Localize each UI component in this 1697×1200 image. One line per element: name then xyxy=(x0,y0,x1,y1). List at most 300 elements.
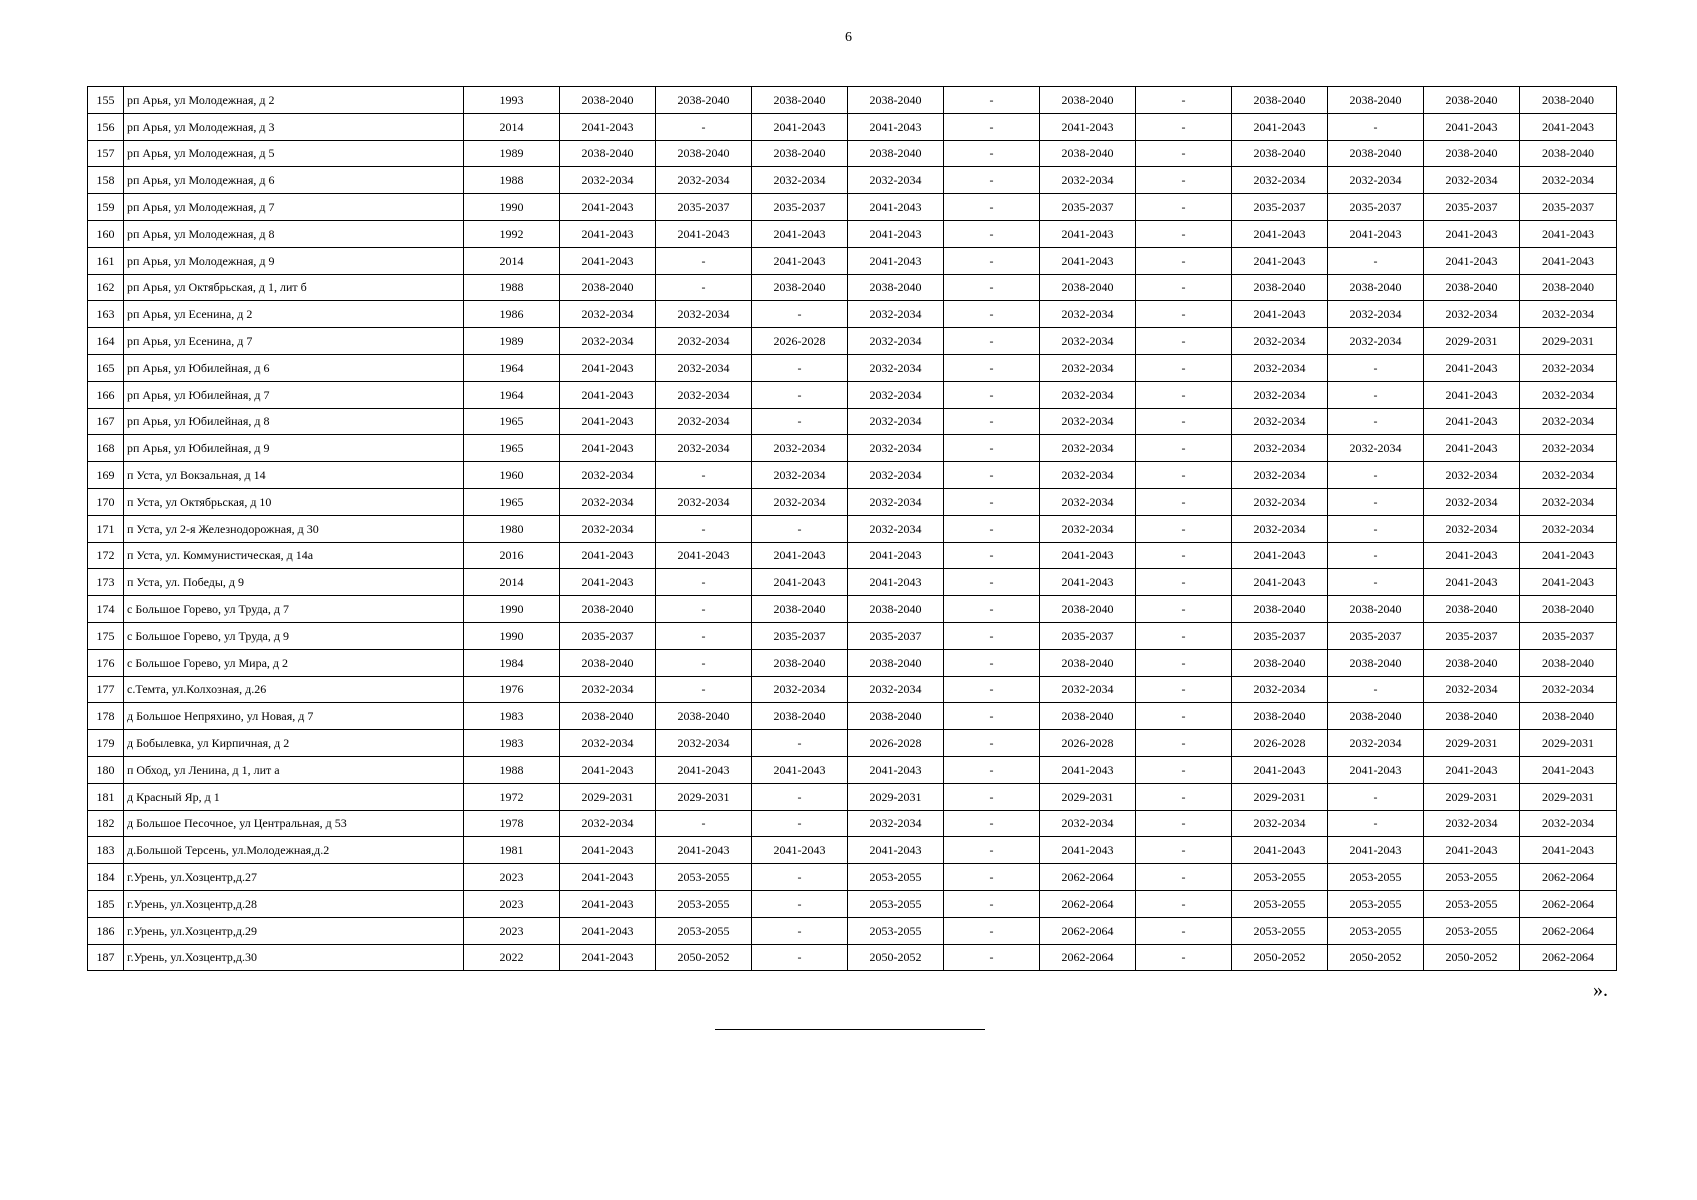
period-cell: 2032-2034 xyxy=(1232,810,1328,837)
period-cell: 2032-2034 xyxy=(1520,676,1617,703)
period-cell: 2038-2040 xyxy=(1040,140,1136,167)
address-cell: д.Большой Терсень, ул.Молодежная,д.2 xyxy=(124,837,464,864)
row-number-cell: 178 xyxy=(88,703,124,730)
row-number-cell: 167 xyxy=(88,408,124,435)
year-cell: 2022 xyxy=(464,944,560,971)
period-cell: 2041-2043 xyxy=(1232,837,1328,864)
period-cell: - xyxy=(752,810,848,837)
period-cell: - xyxy=(944,301,1040,328)
period-cell: 2032-2034 xyxy=(1520,301,1617,328)
period-cell: 2041-2043 xyxy=(752,837,848,864)
closing-quote-mark: ». xyxy=(1593,979,1608,1001)
period-cell: 2032-2034 xyxy=(1520,408,1617,435)
period-cell: 2041-2043 xyxy=(1424,756,1520,783)
period-cell: - xyxy=(1136,462,1232,489)
period-cell: 2041-2043 xyxy=(1040,569,1136,596)
period-cell: - xyxy=(1136,622,1232,649)
row-number-cell: 180 xyxy=(88,756,124,783)
year-cell: 2023 xyxy=(464,864,560,891)
period-cell: - xyxy=(944,890,1040,917)
period-cell: 2041-2043 xyxy=(560,194,656,221)
year-cell: 1965 xyxy=(464,435,560,462)
period-cell: 2041-2043 xyxy=(848,220,944,247)
table-body xyxy=(88,87,1617,971)
period-cell: 2053-2055 xyxy=(656,890,752,917)
period-cell: 2032-2034 xyxy=(560,328,656,355)
period-cell: 2038-2040 xyxy=(1328,596,1424,623)
period-cell: - xyxy=(1328,408,1424,435)
row-number-cell: 186 xyxy=(88,917,124,944)
period-cell: 2038-2040 xyxy=(848,649,944,676)
address-cell: рп Арья, ул Есенина, д 2 xyxy=(124,301,464,328)
row-number-cell: 170 xyxy=(88,488,124,515)
period-cell: 2041-2043 xyxy=(1520,837,1617,864)
period-cell: - xyxy=(944,703,1040,730)
period-cell: 2035-2037 xyxy=(1232,194,1328,221)
period-cell: 2038-2040 xyxy=(1520,703,1617,730)
period-cell: - xyxy=(944,864,1040,891)
row-number-cell: 179 xyxy=(88,730,124,757)
period-cell: 2032-2034 xyxy=(848,810,944,837)
period-cell: 2035-2037 xyxy=(1040,194,1136,221)
table-row xyxy=(88,649,1617,676)
period-cell: 2041-2043 xyxy=(1232,247,1328,274)
table-row xyxy=(88,622,1617,649)
year-cell: 1980 xyxy=(464,515,560,542)
year-cell: 1983 xyxy=(464,730,560,757)
period-cell: 2041-2043 xyxy=(848,756,944,783)
period-cell: 2038-2040 xyxy=(1424,87,1520,114)
row-number-cell: 176 xyxy=(88,649,124,676)
address-cell: д Красный Яр, д 1 xyxy=(124,783,464,810)
table-row xyxy=(88,730,1617,757)
period-cell: 2041-2043 xyxy=(1040,542,1136,569)
period-cell: 2053-2055 xyxy=(1232,917,1328,944)
period-cell: 2038-2040 xyxy=(1328,649,1424,676)
address-cell: д Большое Песочное, ул Центральная, д 53 xyxy=(124,810,464,837)
period-cell: 2032-2034 xyxy=(848,462,944,489)
period-cell: 2032-2034 xyxy=(1520,488,1617,515)
period-cell: - xyxy=(1136,890,1232,917)
year-cell: 1983 xyxy=(464,703,560,730)
period-cell: 2026-2028 xyxy=(752,328,848,355)
period-cell: - xyxy=(752,408,848,435)
period-cell: - xyxy=(944,220,1040,247)
period-cell: 2038-2040 xyxy=(1424,649,1520,676)
address-cell: п Обход, ул Ленина, д 1, лит а xyxy=(124,756,464,783)
period-cell: - xyxy=(944,944,1040,971)
row-number-cell: 177 xyxy=(88,676,124,703)
period-cell: 2053-2055 xyxy=(656,917,752,944)
period-cell: - xyxy=(944,462,1040,489)
period-cell: 2041-2043 xyxy=(560,220,656,247)
period-cell: 2053-2055 xyxy=(1232,890,1328,917)
table-row xyxy=(88,488,1617,515)
period-cell: 2041-2043 xyxy=(560,542,656,569)
period-cell: 2041-2043 xyxy=(848,542,944,569)
period-cell: - xyxy=(1136,730,1232,757)
period-cell: 2041-2043 xyxy=(848,569,944,596)
period-cell: 2032-2034 xyxy=(1040,488,1136,515)
period-cell: 2032-2034 xyxy=(1040,810,1136,837)
period-cell: - xyxy=(752,917,848,944)
period-cell: - xyxy=(1136,542,1232,569)
table-row xyxy=(88,756,1617,783)
period-cell: 2041-2043 xyxy=(560,408,656,435)
period-cell: - xyxy=(1136,247,1232,274)
period-cell: - xyxy=(944,596,1040,623)
period-cell: - xyxy=(944,837,1040,864)
period-cell: 2041-2043 xyxy=(656,837,752,864)
table-row xyxy=(88,220,1617,247)
period-cell: 2026-2028 xyxy=(1232,730,1328,757)
period-cell: - xyxy=(656,810,752,837)
period-cell: 2032-2034 xyxy=(1232,167,1328,194)
period-cell: - xyxy=(1136,864,1232,891)
period-cell: 2035-2037 xyxy=(1520,194,1617,221)
period-cell: 2032-2034 xyxy=(1520,810,1617,837)
period-cell: 2050-2052 xyxy=(1424,944,1520,971)
period-cell: - xyxy=(944,87,1040,114)
period-cell: 2032-2034 xyxy=(1520,167,1617,194)
period-cell: 2032-2034 xyxy=(656,301,752,328)
period-cell: 2041-2043 xyxy=(560,756,656,783)
row-number-cell: 172 xyxy=(88,542,124,569)
period-cell: - xyxy=(1136,354,1232,381)
period-cell: 2029-2031 xyxy=(1424,783,1520,810)
period-cell: 2041-2043 xyxy=(1040,247,1136,274)
period-cell: 2038-2040 xyxy=(752,649,848,676)
period-cell: - xyxy=(944,649,1040,676)
year-cell: 1984 xyxy=(464,649,560,676)
period-cell: 2038-2040 xyxy=(1520,649,1617,676)
period-cell: - xyxy=(656,676,752,703)
year-cell: 1964 xyxy=(464,381,560,408)
period-cell: 2050-2052 xyxy=(1328,944,1424,971)
period-cell: 2038-2040 xyxy=(752,87,848,114)
period-cell: - xyxy=(1136,917,1232,944)
period-cell: 2041-2043 xyxy=(1232,220,1328,247)
period-cell: - xyxy=(656,649,752,676)
period-cell: 2038-2040 xyxy=(1328,87,1424,114)
row-number-cell: 169 xyxy=(88,462,124,489)
year-cell: 1964 xyxy=(464,354,560,381)
period-cell: 2038-2040 xyxy=(752,140,848,167)
period-cell: - xyxy=(1328,676,1424,703)
period-cell: 2041-2043 xyxy=(1424,381,1520,408)
period-cell: 2053-2055 xyxy=(1328,917,1424,944)
period-cell: - xyxy=(944,274,1040,301)
period-cell: - xyxy=(944,515,1040,542)
period-cell: 2041-2043 xyxy=(1424,220,1520,247)
period-cell: 2032-2034 xyxy=(848,167,944,194)
period-cell: 2041-2043 xyxy=(752,220,848,247)
table-row xyxy=(88,354,1617,381)
address-cell: рп Арья, ул Молодежная, д 8 xyxy=(124,220,464,247)
period-cell: 2038-2040 xyxy=(1232,274,1328,301)
year-cell: 1988 xyxy=(464,756,560,783)
row-number-cell: 162 xyxy=(88,274,124,301)
address-cell: рп Арья, ул Молодежная, д 9 xyxy=(124,247,464,274)
period-cell: 2038-2040 xyxy=(848,140,944,167)
row-number-cell: 164 xyxy=(88,328,124,355)
period-cell: 2032-2034 xyxy=(1520,515,1617,542)
year-cell: 1960 xyxy=(464,462,560,489)
table-row xyxy=(88,328,1617,355)
period-cell: 2053-2055 xyxy=(1328,890,1424,917)
address-cell: г.Урень, ул.Хозцентр,д.30 xyxy=(124,944,464,971)
period-cell: 2038-2040 xyxy=(1424,140,1520,167)
period-cell: 2041-2043 xyxy=(1424,113,1520,140)
period-cell: 2038-2040 xyxy=(752,274,848,301)
period-cell: 2038-2040 xyxy=(1232,87,1328,114)
year-cell: 2014 xyxy=(464,247,560,274)
address-cell: п Уста, ул 2-я Железнодорожная, д 30 xyxy=(124,515,464,542)
period-cell: 2032-2034 xyxy=(848,328,944,355)
period-cell: 2035-2037 xyxy=(1328,194,1424,221)
period-cell: 2032-2034 xyxy=(1232,462,1328,489)
table-row xyxy=(88,87,1617,114)
period-cell: 2041-2043 xyxy=(1520,247,1617,274)
period-cell: 2029-2031 xyxy=(1520,783,1617,810)
address-cell: рп Арья, ул Есенина, д 7 xyxy=(124,328,464,355)
period-cell: 2041-2043 xyxy=(560,890,656,917)
table-row xyxy=(88,140,1617,167)
period-cell: - xyxy=(656,622,752,649)
period-cell: 2032-2034 xyxy=(656,408,752,435)
period-cell: - xyxy=(1136,756,1232,783)
period-cell: - xyxy=(944,569,1040,596)
table-row xyxy=(88,783,1617,810)
period-cell: 2032-2034 xyxy=(1232,328,1328,355)
period-cell: 2041-2043 xyxy=(1424,542,1520,569)
row-number-cell: 171 xyxy=(88,515,124,542)
row-number-cell: 166 xyxy=(88,381,124,408)
period-cell: 2053-2055 xyxy=(1232,864,1328,891)
row-number-cell: 181 xyxy=(88,783,124,810)
row-number-cell: 175 xyxy=(88,622,124,649)
address-cell: рп Арья, ул Молодежная, д 5 xyxy=(124,140,464,167)
period-cell: 2032-2034 xyxy=(656,381,752,408)
address-cell: рп Арья, ул Молодежная, д 6 xyxy=(124,167,464,194)
period-cell: - xyxy=(752,730,848,757)
period-cell: - xyxy=(944,783,1040,810)
period-cell: - xyxy=(944,756,1040,783)
period-cell: 2032-2034 xyxy=(1040,167,1136,194)
address-cell: рп Арья, ул Юбилейная, д 7 xyxy=(124,381,464,408)
period-cell: 2038-2040 xyxy=(848,703,944,730)
table-row xyxy=(88,864,1617,891)
row-number-cell: 182 xyxy=(88,810,124,837)
period-cell: - xyxy=(1136,703,1232,730)
period-cell: 2041-2043 xyxy=(560,569,656,596)
period-cell: 2041-2043 xyxy=(1328,756,1424,783)
period-cell: - xyxy=(1136,87,1232,114)
period-cell: 2032-2034 xyxy=(1424,301,1520,328)
period-cell: - xyxy=(944,488,1040,515)
period-cell: - xyxy=(944,354,1040,381)
table-row xyxy=(88,274,1617,301)
period-cell: 2041-2043 xyxy=(1520,542,1617,569)
period-cell: 2032-2034 xyxy=(560,462,656,489)
period-cell: - xyxy=(1136,220,1232,247)
period-cell: - xyxy=(1328,381,1424,408)
period-cell: 2038-2040 xyxy=(1328,140,1424,167)
period-cell: 2032-2034 xyxy=(1520,462,1617,489)
row-number-cell: 174 xyxy=(88,596,124,623)
period-cell: 2032-2034 xyxy=(560,488,656,515)
period-cell: - xyxy=(1136,649,1232,676)
period-cell: 2038-2040 xyxy=(1232,649,1328,676)
period-cell: - xyxy=(1136,783,1232,810)
year-cell: 1990 xyxy=(464,596,560,623)
period-cell: - xyxy=(1328,783,1424,810)
period-cell: - xyxy=(944,408,1040,435)
period-cell: - xyxy=(1328,515,1424,542)
period-cell: 2038-2040 xyxy=(656,703,752,730)
period-cell: 2053-2055 xyxy=(848,864,944,891)
period-cell: 2041-2043 xyxy=(1424,408,1520,435)
period-cell: 2035-2037 xyxy=(752,194,848,221)
row-number-cell: 168 xyxy=(88,435,124,462)
period-cell: 2029-2031 xyxy=(1520,328,1617,355)
period-cell: 2038-2040 xyxy=(560,274,656,301)
period-cell: 2038-2040 xyxy=(848,274,944,301)
period-cell: - xyxy=(1136,301,1232,328)
address-cell: г.Урень, ул.Хозцентр,д.28 xyxy=(124,890,464,917)
period-cell: 2038-2040 xyxy=(1520,274,1617,301)
period-cell: - xyxy=(1136,837,1232,864)
table-row xyxy=(88,810,1617,837)
period-cell: 2041-2043 xyxy=(560,864,656,891)
period-cell: - xyxy=(752,864,848,891)
address-cell: рп Арья, ул Молодежная, д 2 xyxy=(124,87,464,114)
period-cell: 2032-2034 xyxy=(560,167,656,194)
period-cell: 2050-2052 xyxy=(1232,944,1328,971)
period-cell: - xyxy=(1136,596,1232,623)
period-cell: 2041-2043 xyxy=(848,194,944,221)
period-cell: 2035-2037 xyxy=(848,622,944,649)
period-cell: 2032-2034 xyxy=(1232,435,1328,462)
period-cell: 2038-2040 xyxy=(656,87,752,114)
table-row xyxy=(88,408,1617,435)
period-cell: 2032-2034 xyxy=(560,515,656,542)
period-cell: - xyxy=(1136,944,1232,971)
period-cell: - xyxy=(1328,113,1424,140)
period-cell: 2041-2043 xyxy=(1040,220,1136,247)
address-cell: д Бобылевка, ул Кирпичная, д 2 xyxy=(124,730,464,757)
period-cell: 2050-2052 xyxy=(656,944,752,971)
table-row xyxy=(88,194,1617,221)
period-cell: 2038-2040 xyxy=(1232,140,1328,167)
period-cell: 2035-2037 xyxy=(1040,622,1136,649)
period-cell: 2032-2034 xyxy=(1328,730,1424,757)
address-cell: п Уста, ул Октябрьская, д 10 xyxy=(124,488,464,515)
period-cell: 2041-2043 xyxy=(752,569,848,596)
period-cell: - xyxy=(656,274,752,301)
period-cell: - xyxy=(1136,328,1232,355)
period-cell: - xyxy=(1136,569,1232,596)
period-cell: - xyxy=(1136,194,1232,221)
period-cell: 2032-2034 xyxy=(560,730,656,757)
row-number-cell: 185 xyxy=(88,890,124,917)
table-row xyxy=(88,944,1617,971)
period-cell: 2041-2043 xyxy=(1040,756,1136,783)
row-number-cell: 159 xyxy=(88,194,124,221)
period-cell: 2041-2043 xyxy=(656,756,752,783)
period-cell: 2032-2034 xyxy=(1424,167,1520,194)
period-cell: - xyxy=(944,676,1040,703)
period-cell: 2032-2034 xyxy=(1040,435,1136,462)
table-row xyxy=(88,703,1617,730)
period-cell: 2032-2034 xyxy=(560,810,656,837)
period-cell: 2038-2040 xyxy=(1232,703,1328,730)
period-cell: 2032-2034 xyxy=(752,488,848,515)
period-cell: 2032-2034 xyxy=(1328,328,1424,355)
period-cell: 2032-2034 xyxy=(1328,301,1424,328)
table-row xyxy=(88,462,1617,489)
period-cell: 2032-2034 xyxy=(752,462,848,489)
period-cell: 2038-2040 xyxy=(752,703,848,730)
year-cell: 2014 xyxy=(464,569,560,596)
period-cell: - xyxy=(944,730,1040,757)
period-cell: 2038-2040 xyxy=(1040,649,1136,676)
period-cell: 2032-2034 xyxy=(1040,515,1136,542)
address-cell: рп Арья, ул Октябрьская, д 1, лит б xyxy=(124,274,464,301)
period-cell: 2032-2034 xyxy=(656,354,752,381)
period-cell: 2038-2040 xyxy=(752,596,848,623)
year-cell: 1981 xyxy=(464,837,560,864)
period-cell: 2038-2040 xyxy=(1520,87,1617,114)
period-cell: - xyxy=(944,622,1040,649)
year-cell: 1990 xyxy=(464,622,560,649)
period-cell: 2053-2055 xyxy=(848,917,944,944)
period-cell: 2041-2043 xyxy=(752,247,848,274)
table-row xyxy=(88,890,1617,917)
period-cell: - xyxy=(1328,569,1424,596)
period-cell: 2038-2040 xyxy=(560,87,656,114)
table-row xyxy=(88,113,1617,140)
period-cell: 2038-2040 xyxy=(1040,703,1136,730)
period-cell: - xyxy=(944,140,1040,167)
period-cell: 2041-2043 xyxy=(848,837,944,864)
period-cell: 2062-2064 xyxy=(1040,917,1136,944)
period-cell: 2029-2031 xyxy=(1520,730,1617,757)
table-row xyxy=(88,435,1617,462)
period-cell: 2032-2034 xyxy=(848,488,944,515)
period-cell: 2062-2064 xyxy=(1520,944,1617,971)
period-cell: 2050-2052 xyxy=(848,944,944,971)
period-cell: 2041-2043 xyxy=(1232,756,1328,783)
table-row xyxy=(88,596,1617,623)
period-cell: - xyxy=(944,542,1040,569)
period-cell: 2032-2034 xyxy=(1040,301,1136,328)
period-cell: - xyxy=(944,810,1040,837)
period-cell: 2032-2034 xyxy=(1520,381,1617,408)
period-cell: 2041-2043 xyxy=(1424,569,1520,596)
period-cell: 2029-2031 xyxy=(1424,730,1520,757)
period-cell: - xyxy=(1328,247,1424,274)
year-cell: 1988 xyxy=(464,274,560,301)
period-cell: 2032-2034 xyxy=(1232,354,1328,381)
period-cell: - xyxy=(656,596,752,623)
period-cell: - xyxy=(752,890,848,917)
period-cell: - xyxy=(944,194,1040,221)
period-cell: 2062-2064 xyxy=(1520,917,1617,944)
period-cell: 2041-2043 xyxy=(560,944,656,971)
period-cell: 2032-2034 xyxy=(752,676,848,703)
period-cell: 2038-2040 xyxy=(560,703,656,730)
